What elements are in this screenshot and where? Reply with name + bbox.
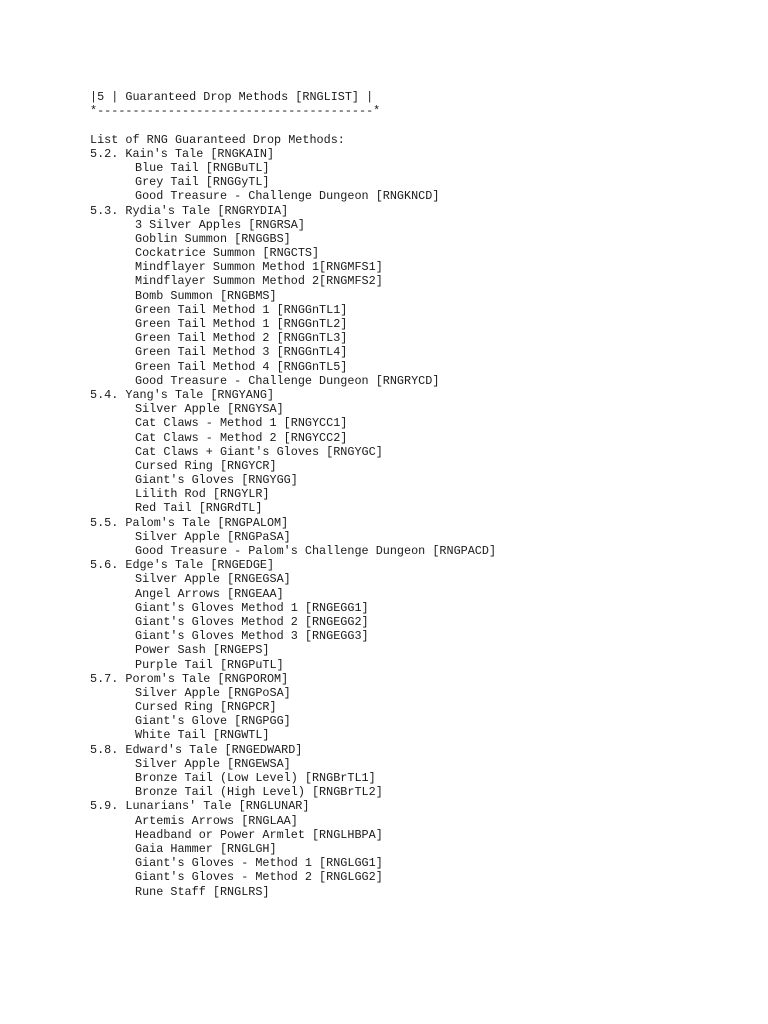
list-item: Goblin Summon [RNGGBS]	[135, 231, 291, 246]
list-item: Green Tail Method 1 [RNGGnTL2]	[135, 317, 348, 331]
list-item: Silver Apple [RNGEWSA]	[135, 756, 291, 771]
list-item: Artemis Arrows [RNGLAA]	[135, 813, 298, 828]
list-item: Giant's Gloves Method 3 [RNGEGG3]	[135, 629, 369, 644]
list-item: Mindflayer Summon Method 1[RNGMFS1]	[135, 260, 383, 275]
list-item: Good Treasure - Palom's Challenge Dungeon [RNGPACD]	[135, 544, 497, 558]
list-item: Angel Arrows [RNGEAA]	[135, 586, 284, 601]
list-item: Mindflayer Summon Method 2[RNGMFS2]	[135, 274, 383, 289]
list-item: Giant's Gloves - Method 1 [RNGLGG1]	[135, 856, 383, 871]
section-heading: 5.5. Palom's Tale [RNGPALOM]	[90, 515, 289, 530]
section-heading: 5.2. Kain's Tale [RNGKAIN]	[90, 146, 275, 161]
section-heading: 5.4. Yang's Tale [RNGYANG]	[90, 387, 275, 402]
section-group	[90, 516, 750, 559]
list-item: Blue Tail [RNGBuTL]	[135, 160, 270, 175]
list-item: Green Tail Method 2 [RNGGnTL3]	[135, 331, 348, 346]
list-item: Lilith Rod [RNGYLR]	[135, 487, 270, 502]
list-item: Silver Apple [RNGYSA]	[135, 402, 284, 417]
section-heading: 5.9. Lunarians' Tale [RNGLUNAR]	[90, 799, 310, 814]
list-item: Green Tail Method 4 [RNGGnTL5]	[135, 359, 348, 374]
section-group	[90, 743, 750, 800]
list-item: Gaia Hammer [RNGLGH]	[135, 841, 277, 856]
list-item: Giant's Gloves [RNGYGG]	[135, 473, 298, 488]
list-item: Cursed Ring [RNGPCR]	[135, 700, 277, 715]
list-item: Headband or Power Armlet [RNGLHBPA]	[135, 827, 383, 842]
list-item: Power Sash [RNGEPS]	[135, 643, 270, 658]
blank-line	[90, 118, 750, 132]
list-item: Green Tail Method 1 [RNGGnTL1]	[135, 302, 348, 317]
list-item: Silver Apple [RNGEGSA]	[135, 572, 291, 587]
list-item: Silver Apple [RNGPoSA]	[135, 685, 291, 700]
list-item: Cursed Ring [RNGYCR]	[135, 458, 277, 473]
list-item: White Tail [RNGWTL]	[135, 728, 270, 743]
list-item: Bronze Tail (Low Level) [RNGBrTL1]	[135, 771, 376, 785]
list-item: Bronze Tail (High Level) [RNGBrTL2]	[135, 785, 383, 800]
section-heading: 5.3. Rydia's Tale [RNGRYDIA]	[90, 203, 289, 218]
list-item: Giant's Gloves - Method 2 [RNGLGG2]	[135, 870, 383, 885]
list-item: Red Tail [RNGRdTL]	[135, 501, 263, 516]
list-item: Cat Claws - Method 1 [RNGYCC1]	[135, 416, 348, 431]
section-group	[90, 147, 750, 204]
list-item: Cat Claws - Method 2 [RNGYCC2]	[135, 430, 348, 445]
list-item: Cat Claws + Giant's Gloves [RNGYGC]	[135, 444, 383, 459]
list-item: Grey Tail [RNGGyTL]	[135, 175, 270, 190]
section-group	[90, 388, 750, 516]
section-heading: 5.7. Porom's Tale [RNGPOROM]	[90, 671, 289, 686]
section-group	[90, 558, 750, 672]
list-item: Cockatrice Summon [RNGCTS]	[135, 246, 320, 261]
list-item: Good Treasure - Challenge Dungeon [RNGKNCD]	[135, 189, 440, 204]
intro-text: List of RNG Guaranteed Drop Methods:	[90, 132, 345, 147]
list-item: Purple Tail [RNGPuTL]	[135, 657, 284, 672]
section-rule-line: *---------------------------------------*	[90, 104, 381, 119]
section-group	[90, 799, 750, 898]
list-item: Bomb Summon [RNGBMS]	[135, 288, 277, 303]
section-title-line: |5 | Guaranteed Drop Methods [RNGLIST] |	[90, 90, 374, 104]
list-item: 3 Silver Apples [RNGRSA]	[135, 217, 305, 232]
section-group	[90, 672, 750, 743]
list-item: Giant's Glove [RNGPGG]	[135, 714, 291, 729]
section-group	[90, 204, 750, 388]
document-body	[90, 90, 750, 899]
section-heading: 5.6. Edge's Tale [RNGEDGE]	[90, 558, 275, 573]
list-item: Rune Staff [RNGLRS]	[135, 884, 270, 899]
list-item: Good Treasure - Challenge Dungeon [RNGRYCD]	[135, 373, 440, 388]
list-item: Green Tail Method 3 [RNGGnTL4]	[135, 345, 348, 360]
list-item: Silver Apple [RNGPaSA]	[135, 529, 291, 544]
list-item: Giant's Gloves Method 2 [RNGEGG2]	[135, 614, 369, 629]
section-heading: 5.8. Edward's Tale [RNGEDWARD]	[90, 742, 303, 757]
list-item: Giant's Gloves Method 1 [RNGEGG1]	[135, 600, 369, 615]
method-list	[90, 147, 750, 899]
